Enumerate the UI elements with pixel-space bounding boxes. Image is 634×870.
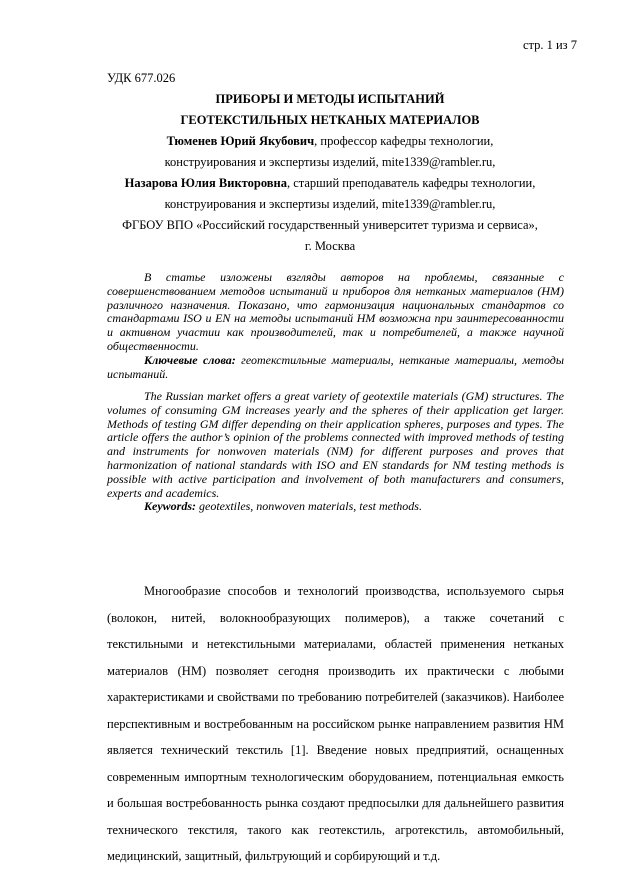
author-2 — [100, 176, 560, 191]
author-1-dept: конструирования и экспертизы изделий, mite1339@rambler.ru, — [164, 155, 496, 169]
title-line-1: ПРИБОРЫ И МЕТОДЫ ИСПЫТАНИЙ — [215, 92, 445, 106]
abstract-en — [107, 390, 564, 514]
author-1-role: , профессор кафедры технологии, — [314, 134, 494, 148]
title-line-2: ГЕОТЕКСТИЛЬНЫХ НЕТКАНЫХ МАТЕРИАЛОВ — [180, 113, 480, 127]
udk-code: УДК 677.026 — [107, 71, 176, 85]
keywords-en — [107, 500, 564, 514]
affiliation-line-2: г. Москва — [304, 239, 356, 253]
page-number: стр. 1 из 7 — [522, 38, 577, 52]
author-1-name: Тюменев Юрий Якубович — [166, 134, 315, 148]
author-2-name: Назарова Юлия Викторовна — [124, 176, 287, 190]
keywords-en-label: Keywords: — [144, 499, 196, 514]
body-paragraph: Многообразие способов и технологий производства, используемого сырья (волокон, нитей, волокнообразующих полимеров), а также сочетаний с текстильными и нетекстильными материалами, областей применения нетканых материалов (НМ) позволяет сегодня производить их практически с любыми характеристиками и свойствами по требованию потребителей (заказчиков). Наиболее перспективным и востребованным на российском рынке направлением развития НМ является технический текстиль [1]. Введение новых предприятий, оснащенных современным импортным технологическим оборудованием, потенциальная емкость и большая востребованность рынка создают предпосылки для дальнейшего развития технического текстиля, такого как геотекстиль, агротекстиль, автомобильный, медицинский, защитный, фильтрующий и сорбирующий и т.д. — [107, 584, 564, 863]
abstract-en-text: The Russian market offers a great variety of geotextile materials (GM) structures. The volumes of consuming GM increases yearly and the spheres of their application get larger. Methods of testing GM differ depending on their application spheres, purposes and types. The article offers the author’s opinion of the problems connected with improved methods of testing and instruments for nonwoven materials (NM) for different purposes and proves that harmonization of national standards with ISO and EN standards for NM testing methods is possible with active participation and involvement of both manufacturers and consumers, experts and academics. — [107, 389, 564, 500]
abstract-ru — [107, 271, 564, 381]
author-1 — [100, 134, 560, 149]
keywords-ru-text: геотекстильные материалы, нетканые материалы, методы испытаний. — [107, 352, 565, 381]
affiliation-line-1: ФГБОУ ВПО «Российский государственный университет туризма и сервиса», — [122, 218, 538, 232]
keywords-en-text: geotextiles, nonwoven materials, test methods. — [196, 499, 422, 514]
keywords-ru-label: Ключевые слова: — [144, 352, 236, 367]
abstract-ru-text: В статье изложены взгляды авторов на проблемы, связанные с совершенствованием методов испытаний и приборов для нетканых материалов (НМ) различного назначения. Показано, что гармонизация национальных стандартов со стандартами ISO и EN на методы испытаний НМ возможна при заинтересованности и активном участии как производителей, так и потребителей, а также научной общественности. — [107, 270, 564, 353]
author-2-dept: конструирования и экспертизы изделий, mite1339@rambler.ru, — [164, 197, 496, 211]
author-2-role: , старший преподаватель кафедры технологии, — [286, 176, 536, 190]
keywords-ru — [107, 354, 564, 382]
